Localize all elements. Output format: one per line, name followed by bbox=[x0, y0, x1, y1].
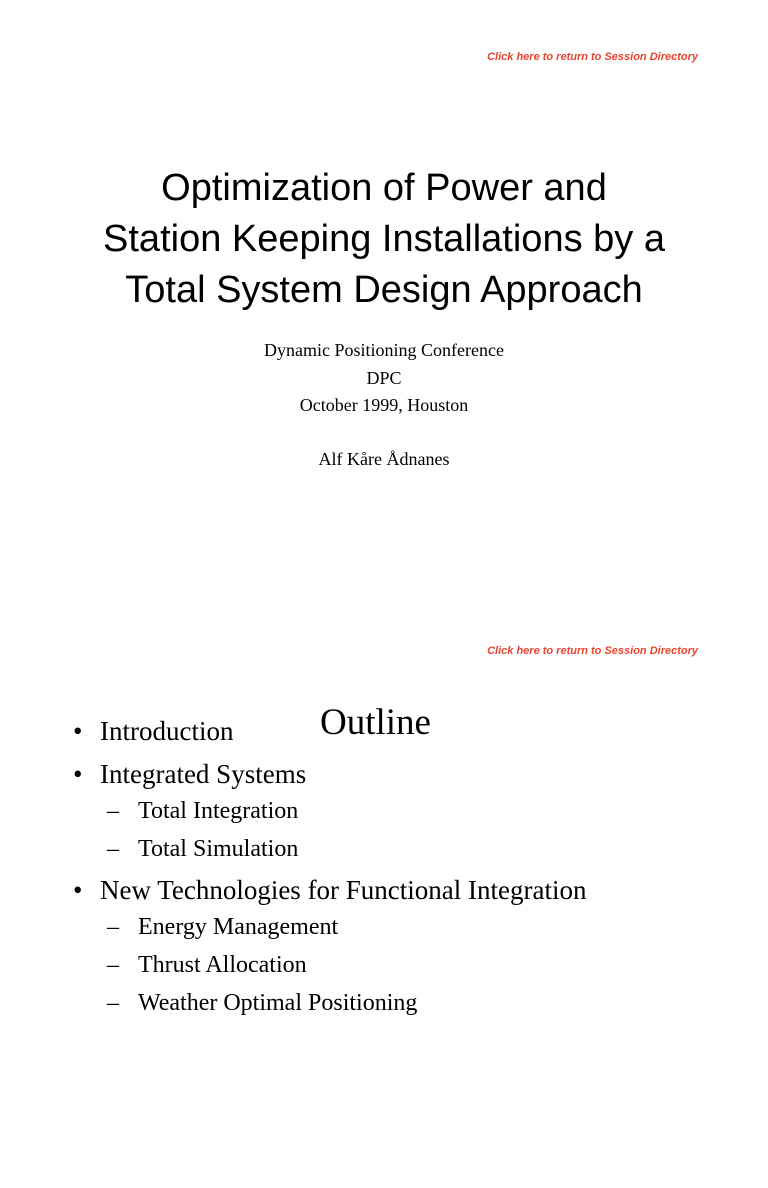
bullet-icon: • bbox=[73, 875, 83, 905]
dash-icon: – bbox=[107, 990, 119, 1016]
bullet-icon: • bbox=[73, 716, 83, 746]
outline-sub-list bbox=[100, 798, 587, 863]
session-directory-link[interactable]: Click here to return to Session Directory bbox=[487, 645, 698, 657]
author-name: Alf Kåre Ådnanes bbox=[318, 449, 450, 469]
dash-icon: – bbox=[107, 952, 119, 978]
bullet-icon: • bbox=[73, 759, 83, 789]
outline-sub-item bbox=[107, 914, 587, 941]
conference-abbrev: DPC bbox=[366, 367, 402, 388]
dash-icon: – bbox=[107, 798, 119, 824]
outline-list bbox=[73, 716, 587, 1029]
outline-item-label: New Technologies for Functional Integration bbox=[100, 875, 587, 905]
outline-item bbox=[73, 716, 587, 747]
conference-info bbox=[0, 337, 768, 420]
outline-sub-item-label: Weather Optimal Positioning bbox=[138, 990, 418, 1016]
outline-item bbox=[73, 875, 587, 1017]
title-line: Station Keeping Installations by a bbox=[103, 218, 665, 260]
title-line: Optimization of Power and bbox=[161, 167, 607, 209]
outline-sub-item-label: Total Simulation bbox=[138, 836, 299, 862]
outline-slide bbox=[0, 594, 768, 1188]
outline-title: Outline bbox=[320, 702, 431, 743]
outline-sub-item bbox=[107, 798, 587, 825]
outline-sub-item bbox=[107, 836, 587, 863]
outline-sub-item-label: Thrust Allocation bbox=[138, 952, 307, 978]
title-line: Total System Design Approach bbox=[125, 269, 643, 311]
outline-sub-item bbox=[107, 952, 587, 979]
dash-icon: – bbox=[107, 914, 119, 940]
conference-date-location: October 1999, Houston bbox=[299, 395, 469, 415]
outline-sub-item bbox=[107, 990, 587, 1017]
conference-name: Dynamic Positioning Conference bbox=[264, 340, 504, 360]
session-directory-link[interactable]: Click here to return to Session Directory bbox=[487, 51, 698, 63]
outline-sub-item-label: Energy Management bbox=[138, 914, 339, 940]
outline-item bbox=[73, 759, 587, 863]
outline-item-label: Introduction bbox=[100, 716, 234, 746]
outline-sub-item-label: Total Integration bbox=[138, 798, 299, 824]
dash-icon: – bbox=[107, 836, 119, 862]
outline-sub-list bbox=[100, 914, 587, 1017]
presentation-title bbox=[0, 163, 768, 316]
outline-item-label: Integrated Systems bbox=[100, 759, 307, 789]
